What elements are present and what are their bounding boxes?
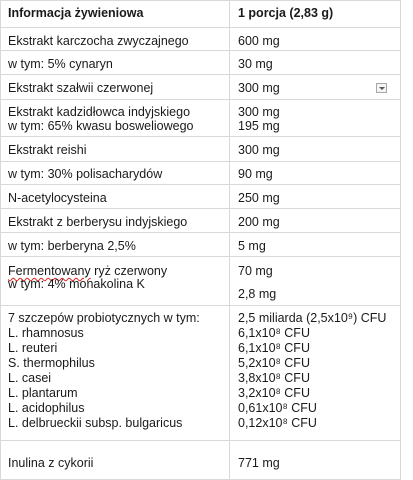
row-divider <box>0 305 400 306</box>
row-name: Inulina z cykorii <box>8 456 94 470</box>
header-serving: 1 porcja (2,83 g) <box>238 6 334 20</box>
table-border-left <box>0 0 1 480</box>
row-name: Ekstrakt z berberysu indyjskiego <box>8 215 188 229</box>
row-value: 6,1x10⁸ CFU <box>238 341 310 355</box>
spellcheck-word[interactable]: Fermentowany <box>8 264 91 278</box>
row-name: w tym: 4% monakolina K <box>8 277 145 291</box>
row-value: 300 mg <box>238 105 280 119</box>
row-value: 6,1x10⁸ CFU <box>238 326 310 340</box>
row-name: Ekstrakt karczocha zwyczajnego <box>8 34 189 48</box>
row-divider <box>0 27 400 28</box>
row-value: 195 mg <box>238 119 280 133</box>
row-name: L. delbrueckii subsp. bulgaricus <box>8 416 183 430</box>
row-value: 0,61x10⁸ CFU <box>238 401 317 415</box>
row-value: 2,8 mg <box>238 287 277 301</box>
row-value: 2,5 miliarda (2,5x10⁹) CFU <box>238 311 387 325</box>
row-value: 250 mg <box>238 191 280 205</box>
row-value: 90 mg <box>238 167 273 181</box>
header-label: Informacja żywieniowa <box>8 6 144 20</box>
row-name: w tym: berberyna 2,5% <box>8 239 136 253</box>
row-name: L. rhamnosus <box>8 326 84 340</box>
table-border-right <box>400 0 401 480</box>
row-divider <box>0 184 400 185</box>
row-divider <box>0 50 400 51</box>
row-name: L. casei <box>8 371 52 385</box>
row-divider <box>0 208 400 209</box>
row-divider <box>0 440 400 441</box>
row-divider <box>0 161 400 162</box>
row-divider <box>0 232 400 233</box>
row-value: 0,12x10⁸ CFU <box>238 416 317 430</box>
column-divider <box>229 0 230 480</box>
row-name: Ekstrakt reishi <box>8 143 87 157</box>
row-name: S. thermophilus <box>8 356 95 370</box>
row-name: w tym: 5% cynaryn <box>8 57 113 71</box>
row-value: 300 mg <box>238 143 280 157</box>
row-name: L. acidophilus <box>8 401 85 415</box>
row-value: 3,8x10⁸ CFU <box>238 371 310 385</box>
row-name: L. reuteri <box>8 341 58 355</box>
row-divider <box>0 99 400 100</box>
row-value: 5,2x10⁸ CFU <box>238 356 310 370</box>
row-value: 30 mg <box>238 57 273 71</box>
row-name: 7 szczepów probiotycznych w tym: <box>8 311 200 325</box>
row-value: 300 mg <box>238 81 280 95</box>
row-name: N-acetylocysteina <box>8 191 107 205</box>
row-value: 70 mg <box>238 264 273 278</box>
row-name: w tym: 65% kwasu bosweliowego <box>8 119 194 133</box>
row-divider <box>0 136 400 137</box>
row-divider <box>0 0 400 1</box>
row-name: L. plantarum <box>8 386 78 400</box>
dropdown-arrow-icon[interactable] <box>376 83 387 93</box>
row-value: 771 mg <box>238 456 280 470</box>
row-divider <box>0 74 400 75</box>
row-divider <box>0 256 400 257</box>
row-value: 600 mg <box>238 34 280 48</box>
row-name: Ekstrakt kadzidłowca indyjskiego <box>8 105 191 119</box>
row-name: Fermentowany ryż czerwony <box>8 264 168 278</box>
row-name: Ekstrakt szałwii czerwonej <box>8 81 154 95</box>
row-value: 3,2x10⁸ CFU <box>238 386 310 400</box>
row-value: 200 mg <box>238 215 280 229</box>
row-name: w tym: 30% polisacharydów <box>8 167 163 181</box>
row-value: 5 mg <box>238 239 266 253</box>
